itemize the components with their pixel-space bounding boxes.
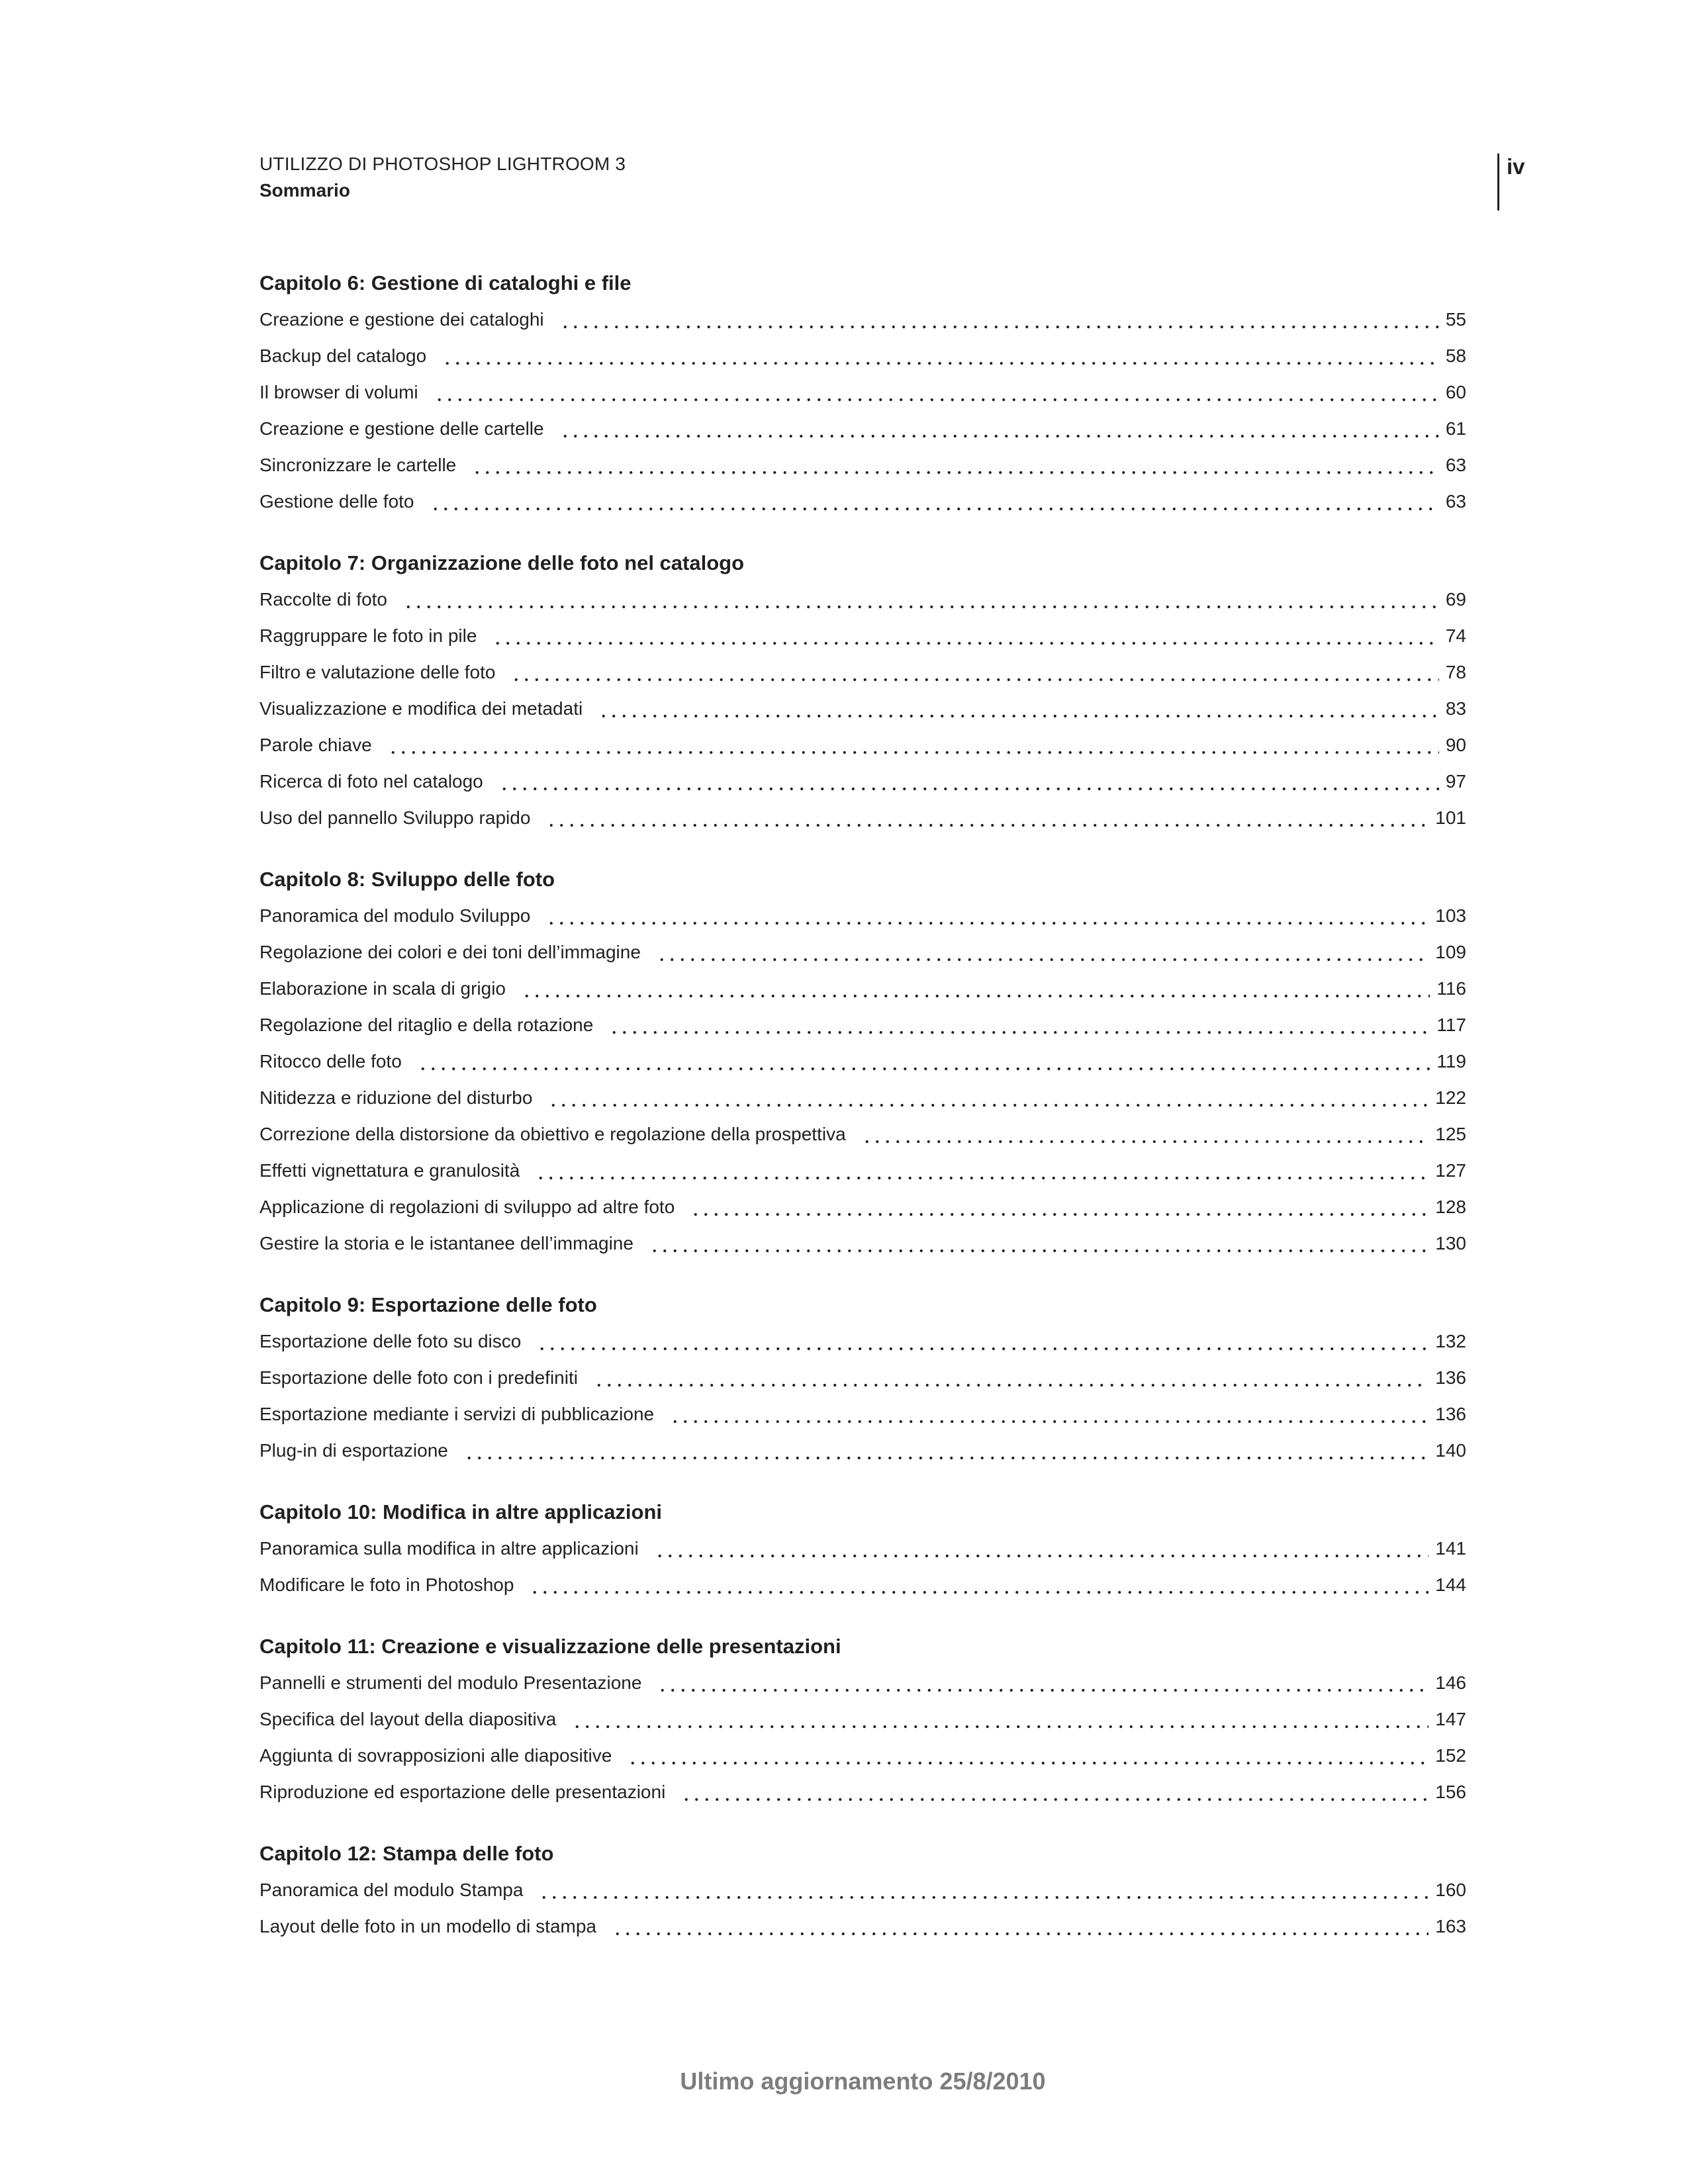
toc-entry-label: Plug-in di esportazione [259, 1440, 448, 1461]
toc-entry-label: Nitidezza e riduzione del disturbo [259, 1087, 533, 1108]
toc-entry-label: Gestione delle foto [259, 491, 414, 512]
toc-entry-page: 63 [1445, 491, 1466, 512]
toc-entry-label: Esportazione delle foto su disco [259, 1331, 522, 1351]
toc-entry-page: 140 [1435, 1440, 1466, 1461]
toc-entry-label: Gestire la storia e le istantanee dell’immagine [259, 1233, 633, 1253]
dotted-leader [862, 1116, 1429, 1152]
chapter-title: Capitolo 10: Modifica in altre applicazioni [259, 1500, 663, 1524]
toc-entry-page: 101 [1435, 807, 1466, 828]
dotted-leader [628, 1737, 1429, 1774]
toc-entry[interactable] [259, 1007, 1466, 1043]
toc-entry-label: Panoramica sulla modifica in altre applicazioni [259, 1538, 639, 1559]
toc-entry-label: Creazione e gestione delle cartelle [259, 418, 544, 439]
toc-entry-page: 69 [1445, 589, 1466, 610]
dotted-leader [560, 410, 1439, 447]
dotted-leader [418, 1043, 1430, 1079]
toc-entry-page: 83 [1445, 698, 1466, 719]
toc-entry-page: 90 [1445, 735, 1466, 755]
toc-entry-page: 136 [1435, 1367, 1466, 1388]
toc-entry-label: Raggruppare le foto in pile [259, 625, 477, 646]
toc-entry-page: 58 [1445, 345, 1466, 366]
toc-entry[interactable] [259, 1872, 1466, 1908]
toc-entry-label: Creazione e gestione dei cataloghi [259, 309, 544, 330]
chapter-title: Capitolo 11: Creazione e visualizzazione delle presentazioni [259, 1635, 841, 1658]
toc-entry-page: 103 [1435, 905, 1466, 926]
toc-entry-label: Uso del pannello Sviluppo rapido [259, 807, 531, 828]
page-number: iv [1507, 154, 1525, 179]
toc-entry-label: Specifica del layout della diapositiva [259, 1709, 557, 1729]
toc-entry[interactable] [259, 799, 1466, 836]
dotted-leader [546, 897, 1429, 934]
dotted-leader [681, 1774, 1429, 1810]
toc-entry[interactable] [259, 727, 1466, 763]
toc-entry[interactable] [259, 1567, 1466, 1603]
toc-entry[interactable] [259, 1774, 1466, 1810]
toc-entry[interactable] [259, 654, 1466, 690]
toc-entry-page: 141 [1435, 1538, 1466, 1559]
toc-entry-page: 63 [1445, 455, 1466, 475]
toc-entry-page: 122 [1435, 1087, 1466, 1108]
toc-entry[interactable] [259, 374, 1466, 410]
toc-entry-page: 128 [1435, 1197, 1466, 1217]
toc-entry-label: Applicazione di regolazioni di sviluppo ad altre foto [259, 1197, 675, 1217]
toc-entry-page: 109 [1435, 942, 1466, 962]
toc-entry-label: Effetti vignettatura e granulosità [259, 1160, 520, 1181]
toc-entry[interactable] [259, 483, 1466, 520]
toc-entry[interactable] [259, 763, 1466, 799]
toc-entry-label: Visualizzazione e modifica dei metadati [259, 698, 583, 719]
toc-entry[interactable] [259, 690, 1466, 727]
toc-chapter [259, 1835, 1466, 1944]
dotted-leader [434, 374, 1439, 410]
dotted-leader [403, 581, 1439, 617]
toc-chapter [259, 861, 1466, 1261]
toc-chapter [259, 265, 1466, 520]
toc-entry-label: Backup del catalogo [259, 345, 427, 366]
dotted-leader [536, 1152, 1429, 1189]
page-number-block [1497, 154, 1525, 210]
toc-entry-label: Il browser di volumi [259, 382, 418, 402]
toc-entry-page: 156 [1435, 1782, 1466, 1802]
dotted-leader [655, 1530, 1429, 1567]
toc-entry[interactable] [259, 1189, 1466, 1225]
toc-entry-label: Regolazione del ritaglio e della rotazione [259, 1015, 594, 1035]
toc-entry-label: Parole chiave [259, 735, 372, 755]
toc-entry[interactable] [259, 1116, 1466, 1152]
toc-entry-page: 132 [1435, 1331, 1466, 1351]
toc-entry-page: 117 [1436, 1015, 1466, 1035]
toc-entry-page: 60 [1445, 382, 1466, 402]
dotted-leader [492, 617, 1438, 654]
doc-title: UTILIZZO DI PHOTOSHOP LIGHTROOM 3 [259, 154, 626, 174]
toc-entry-page: 144 [1435, 1574, 1466, 1595]
dotted-leader [572, 1701, 1429, 1737]
toc-entry-label: Ritocco delle foto [259, 1051, 402, 1071]
toc-entry[interactable] [259, 581, 1466, 617]
toc-entry-page: 116 [1436, 978, 1466, 999]
dotted-leader [464, 1432, 1429, 1469]
toc-entry-page: 130 [1435, 1233, 1466, 1253]
toc-entry-label: Pannelli e strumenti del modulo Presentazione [259, 1672, 642, 1693]
toc-entry-label: Esportazione delle foto con i predefiniti [259, 1367, 578, 1388]
toc-entry-page: 119 [1436, 1051, 1466, 1071]
toc-entry-label: Sincronizzare le cartelle [259, 455, 457, 475]
toc-entry-label: Elaborazione in scala di grigio [259, 978, 506, 999]
dotted-leader [690, 1189, 1429, 1225]
toc-entry[interactable] [259, 447, 1466, 483]
toc-entry[interactable] [259, 1701, 1466, 1737]
toc-entry-label: Raccolte di foto [259, 589, 387, 610]
toc-entry[interactable] [259, 1908, 1466, 1944]
toc-entry[interactable] [259, 1737, 1466, 1774]
dotted-leader [537, 1323, 1429, 1359]
toc-entry-page: 78 [1445, 662, 1466, 682]
dotted-leader [612, 1908, 1429, 1944]
toc-entry-label: Ricerca di foto nel catalogo [259, 771, 483, 792]
dotted-leader [657, 1664, 1429, 1701]
dotted-leader [430, 483, 1439, 520]
dotted-leader [598, 690, 1439, 727]
toc-entry-page: 152 [1435, 1745, 1466, 1766]
toc-entry[interactable] [259, 410, 1466, 447]
dotted-leader [499, 763, 1439, 799]
chapter-title: Capitolo 6: Gestione di cataloghi e file [259, 271, 632, 295]
toc-entry[interactable] [259, 1664, 1466, 1701]
dotted-leader [511, 654, 1438, 690]
toc-chapter [259, 545, 1466, 836]
toc-chapter [259, 1628, 1466, 1810]
dotted-leader [609, 1007, 1430, 1043]
toc-entry[interactable] [259, 1043, 1466, 1079]
toc-entry[interactable] [259, 970, 1466, 1007]
dotted-leader [670, 1396, 1429, 1432]
toc-entry-label: Aggiunta di sovrapposizioni alle diapositive [259, 1745, 612, 1766]
chapter-title: Capitolo 12: Stampa delle foto [259, 1842, 554, 1865]
dotted-leader [594, 1359, 1429, 1396]
toc-entry[interactable] [259, 1152, 1466, 1189]
toc [259, 265, 1466, 1944]
toc-entry-page: 55 [1445, 309, 1466, 330]
dotted-leader [522, 970, 1430, 1007]
toc-entry[interactable] [259, 1530, 1466, 1567]
toc-entry-label: Filtro e valutazione delle foto [259, 662, 496, 682]
toc-entry[interactable] [259, 1225, 1466, 1261]
dotted-leader [548, 1079, 1429, 1116]
toc-entry-label: Riproduzione ed esportazione delle presentazioni [259, 1782, 666, 1802]
toc-entry[interactable] [259, 1396, 1466, 1432]
toc-entry[interactable] [259, 301, 1466, 338]
toc-entry[interactable] [259, 338, 1466, 374]
toc-entry[interactable] [259, 617, 1466, 654]
dotted-leader [657, 934, 1429, 970]
toc-entry-page: 125 [1435, 1124, 1466, 1144]
toc-entry-page: 163 [1435, 1916, 1466, 1936]
toc-entry[interactable] [259, 1079, 1466, 1116]
chapter-title: Capitolo 8: Sviluppo delle foto [259, 868, 555, 891]
toc-entry-page: 61 [1445, 418, 1466, 439]
page-footer [259, 2066, 1466, 2097]
toc-entry-label: Layout delle foto in un modello di stampa [259, 1916, 596, 1936]
toc-entry-label: Regolazione dei colori e dei toni dell’immagine [259, 942, 641, 962]
dotted-leader [539, 1872, 1429, 1908]
toc-entry[interactable] [259, 1323, 1466, 1359]
footer-text: Ultimo aggiornamento 25/8/2010 [680, 2068, 1046, 2095]
dotted-leader [560, 301, 1439, 338]
toc-entry-label: Esportazione mediante i servizi di pubblicazione [259, 1404, 655, 1424]
dotted-leader [546, 799, 1429, 836]
toc-entry-label: Panoramica del modulo Stampa [259, 1880, 524, 1900]
toc-entry-page: 97 [1445, 771, 1466, 792]
doc-section-title: Sommario [259, 180, 350, 201]
toc-entry[interactable] [259, 1359, 1466, 1396]
toc-chapter [259, 1287, 1466, 1469]
toc-entry-page: 74 [1445, 625, 1466, 646]
toc-entry-label: Correzione della distorsione da obiettivo e regolazione della prospettiva [259, 1124, 846, 1144]
toc-entry-page: 146 [1435, 1672, 1466, 1693]
toc-entry-label: Panoramica del modulo Sviluppo [259, 905, 531, 926]
toc-entry-page: 147 [1435, 1709, 1466, 1729]
toc-entry[interactable] [259, 897, 1466, 934]
toc-chapter [259, 1494, 1466, 1603]
toc-entry-page: 136 [1435, 1404, 1466, 1424]
toc-entry[interactable] [259, 1432, 1466, 1469]
dotted-leader [649, 1225, 1429, 1261]
page-header [259, 151, 626, 204]
dotted-leader [530, 1567, 1429, 1603]
toc-entry-page: 160 [1435, 1880, 1466, 1900]
chapter-title: Capitolo 7: Organizzazione delle foto nel catalogo [259, 551, 745, 574]
dotted-leader [442, 338, 1439, 374]
dotted-leader [388, 727, 1439, 763]
toc-entry-page: 127 [1435, 1160, 1466, 1181]
toc-entry-label: Modificare le foto in Photoshop [259, 1574, 514, 1595]
toc-entry[interactable] [259, 934, 1466, 970]
dotted-leader [472, 447, 1439, 483]
chapter-title: Capitolo 9: Esportazione delle foto [259, 1293, 597, 1316]
